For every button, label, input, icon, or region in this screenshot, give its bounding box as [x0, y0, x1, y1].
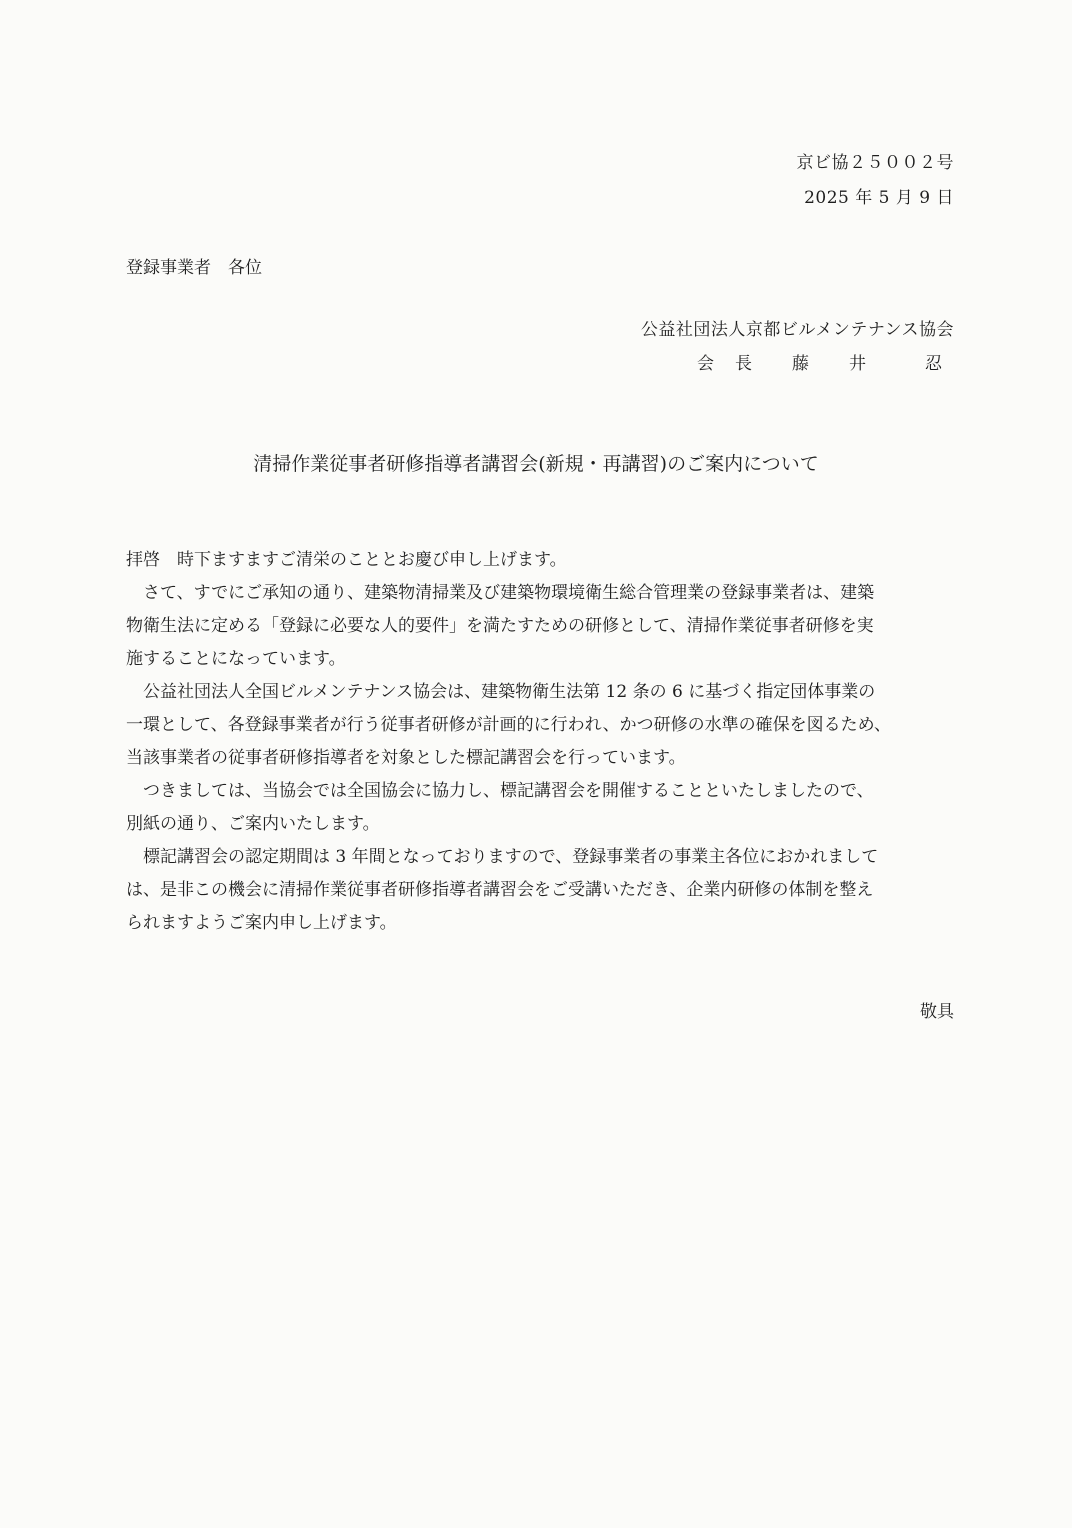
closing-remark: 敬具 — [920, 1002, 954, 1022]
document-date: 2025 年 5 月 9 日 — [804, 188, 954, 208]
body-line-greeting: 拝啓 時下ますますご清栄のこととお慶び申し上げます。 — [126, 550, 567, 570]
document-number: 京ビ協２５００２号 — [796, 153, 954, 173]
body-line: 別紙の通り、ご案内いたします。 — [126, 814, 380, 834]
body-line: られますようご案内申し上げます。 — [126, 913, 397, 933]
body-line: つきましては、当協会では全国協会に協力し、標記講習会を開催することといたしましたので、 — [126, 781, 874, 801]
document-title: 清掃作業従事者研修指導者講習会(新規・再講習)のご案内について — [253, 453, 819, 475]
body-line: 公益社団法人全国ビルメンテナンス協会は、建築物衛生法第 12 条の 6 に基づく指定団体事業の — [126, 682, 876, 702]
recipient: 登録事業者 各位 — [126, 258, 262, 278]
body-line: 一環として、各登録事業者が行う従事者研修が計画的に行われ、かつ研修の水準の確保を図るため、 — [126, 715, 891, 735]
body-line: は、是非この機会に清掃作業従事者研修指導者講習会をご受講いただき、企業内研修の体制を整え — [126, 880, 874, 900]
body-line: 物衛生法に定める「登録に必要な人的要件」を満たすための研修として、清掃作業従事者研修を実 — [126, 616, 874, 636]
body-line: 当該事業者の従事者研修指導者を対象とした標記講習会を行っています。 — [126, 748, 686, 768]
sender-organization: 公益社団法人京都ビルメンテナンス協会 — [640, 320, 954, 340]
body-line: 施することになっています。 — [126, 649, 346, 669]
body-line: 標記講習会の認定期間は 3 年間となっておりますので、登録事業者の事業主各位におかれまして — [126, 847, 879, 867]
body-line: さて、すでにご承知の通り、建築物清掃業及び建築物環境衛生総合管理業の登録事業者は、建築 — [126, 583, 875, 603]
sender-name: 会 長 藤 井 忍 — [697, 354, 944, 374]
